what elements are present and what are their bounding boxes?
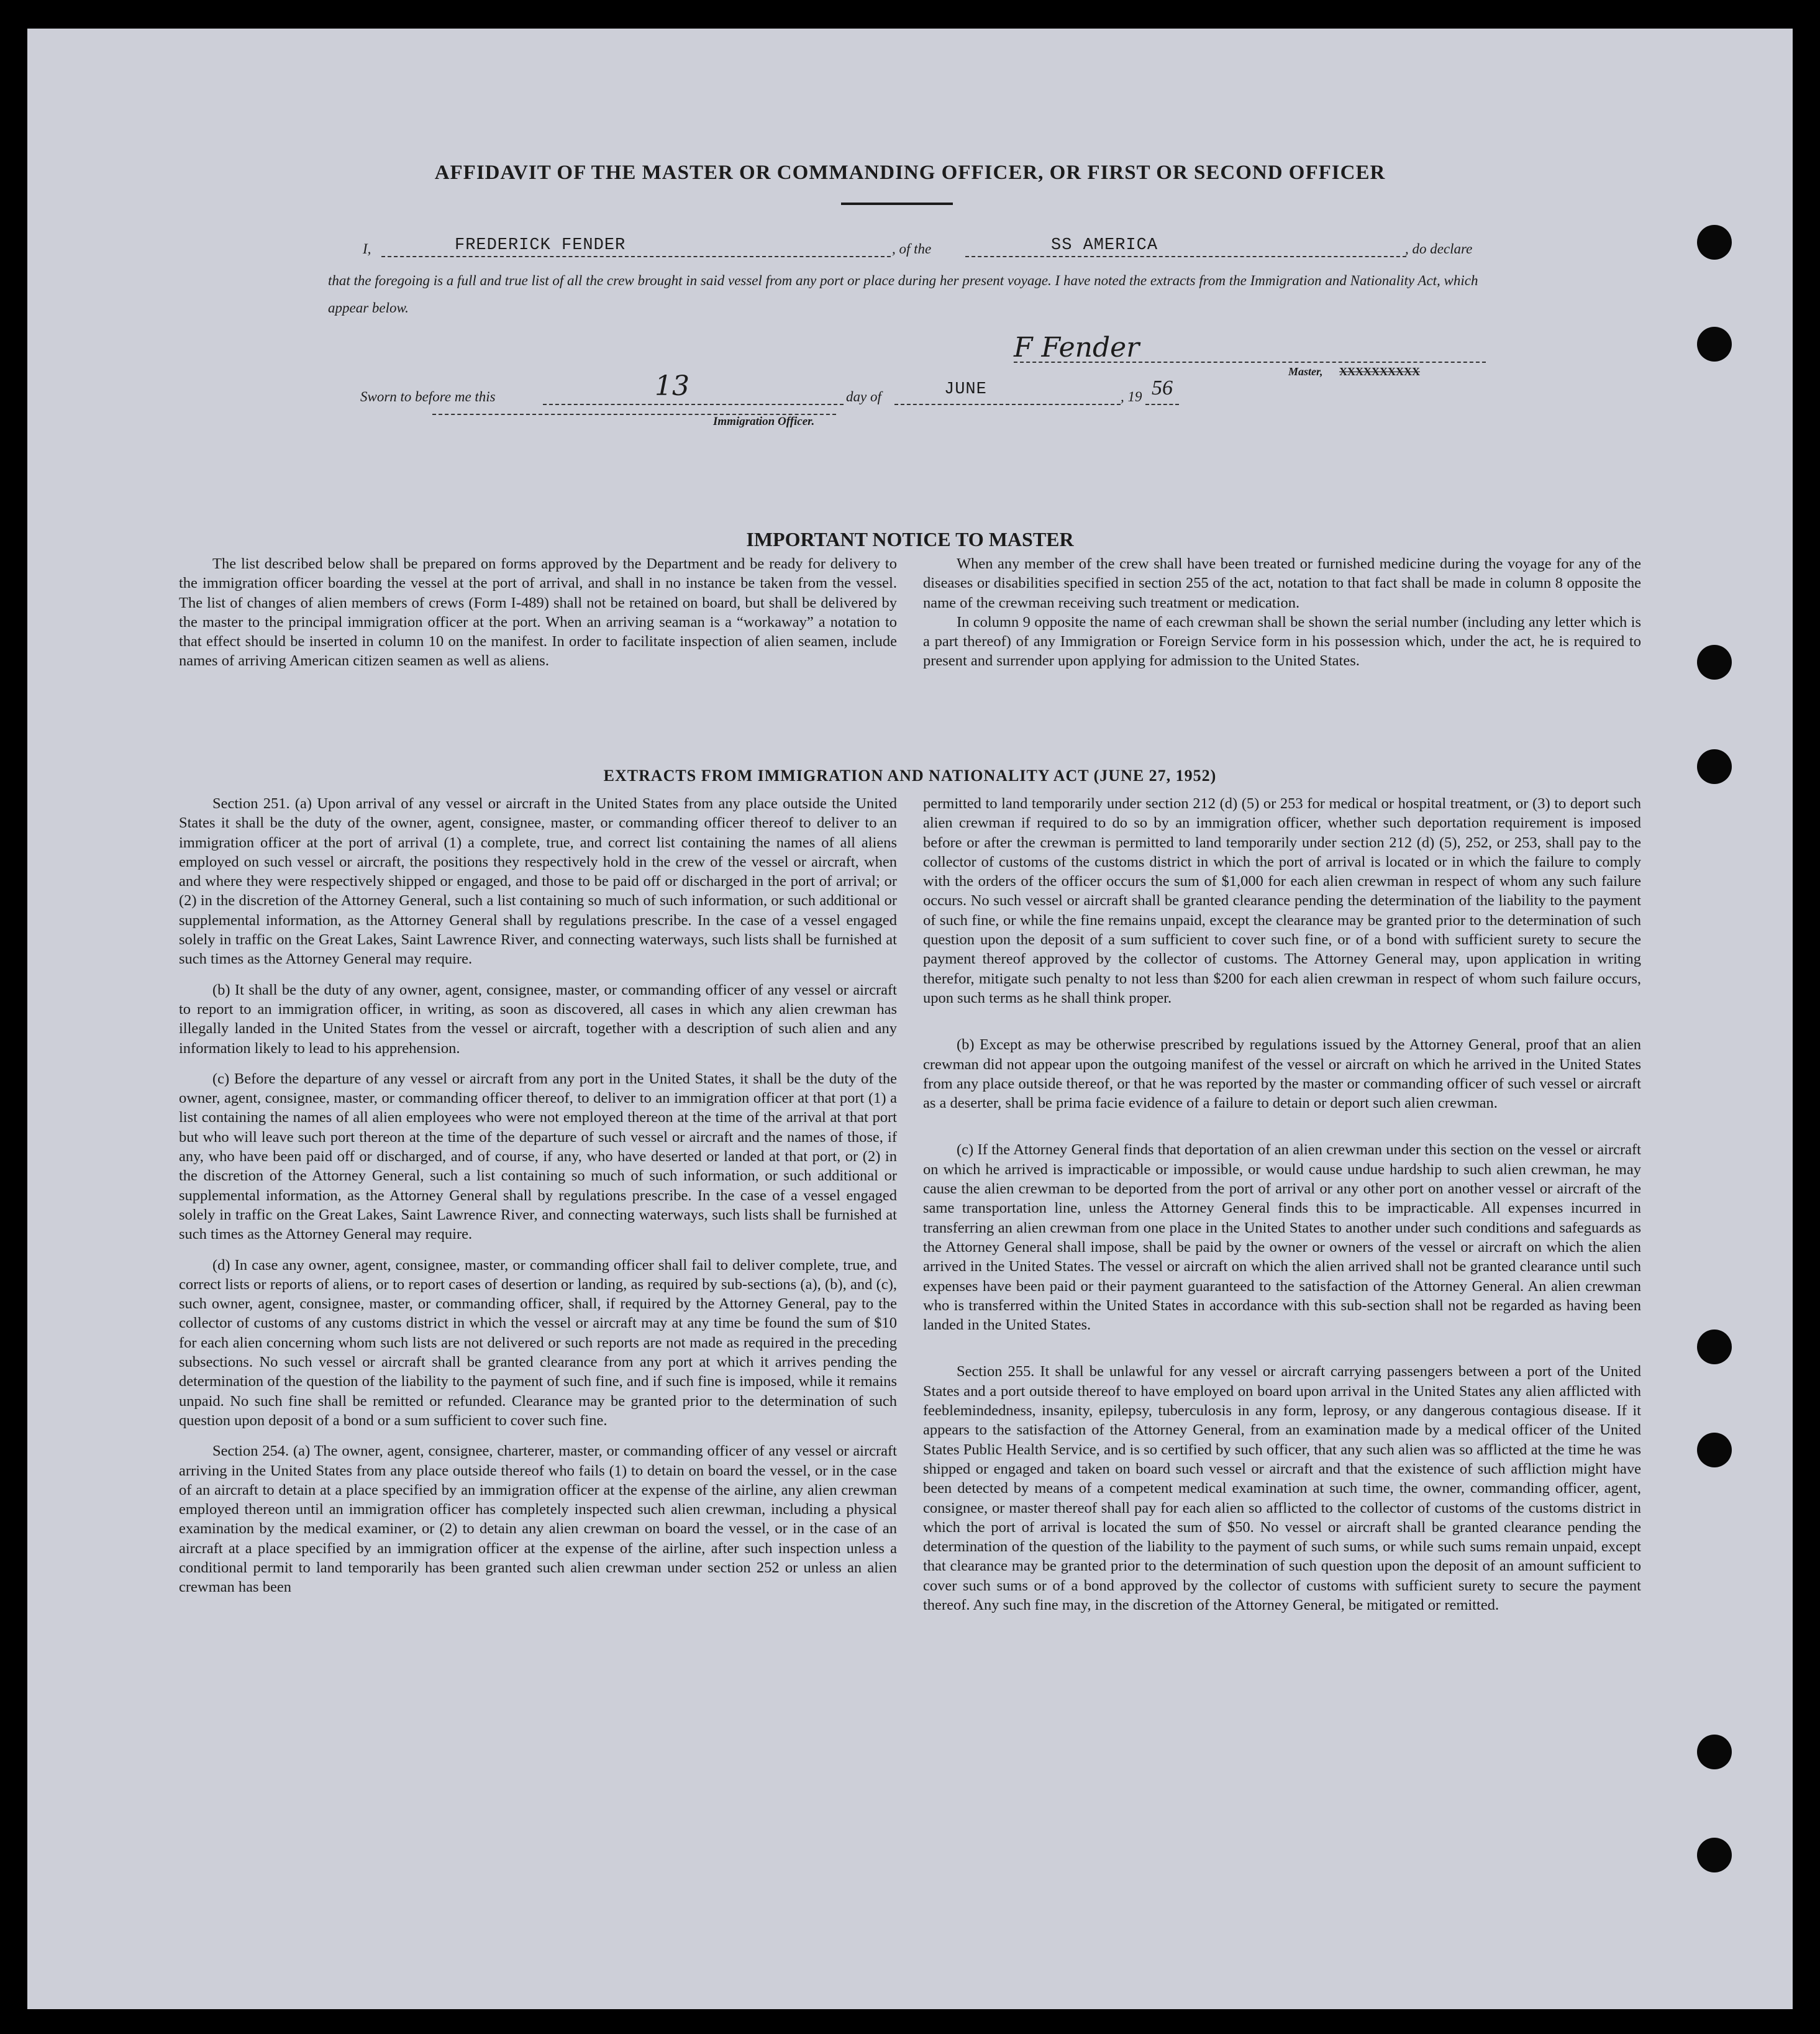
extract-paragraph: Section 255. It shall be unlawful for any vessel or aircraft carrying passengers between a port of the United States and a port outside thereof to have employed on board upon arrival in the United States any alien afflicted with feeblemindedness, insanity, epilepsy, tuberculosis in any form, leprosy, or any dangerous contagious disease. If it appears to the satisfaction of the Attorney General, from an examination made by a medical officer of the United States Public Health Service, and is so certified by such officer, that any such alien was so afflicted at the time he was shipped or engaged and taken on board such vessel or aircraft and that the existence of such affliction might have been detected by means of a competent medical examination at such time, the owner, commanding officer, agent, consignee, or master thereof shall pay for each alien so afflicted to the collector of customs of the customs district in which the port of arrival is located the sum of $50. No vessel or aircraft shall be granted clearance pending the determination of the question of the liability to the payment of such sums, or while such sums remain unpaid, except that clearance may be granted prior to the determination of such question upon the deposit of an amount sufficient to cover such sums or of a bond approved by the collector of customs with sufficient surety to secure the payment thereof. Any such fine may, in the discretion of the Attorney General, be mitigated or remitted. [923,1363,1641,1613]
day-of-label: day of [846,389,881,404]
year-suffix-value: 56 [1152,376,1173,399]
notice-title: IMPORTANT NOTICE TO MASTER [746,528,1074,550]
vessel-name-value: SS AMERICA [1051,236,1158,255]
extract-paragraph: permitted to land temporarily under section 212 (d) (5) or 253 for medical or hospital treatment, or (3) to deport such alien crewman if required to do so by an immigration officer, whether such deportation requirement is imposed before or after the crewman is permitted to land temporarily under section 212 (d) (5), 252, or 253, shall pay to the collector of customs of the customs district in which the port of arrival is located or in which the failure to comply with the orders of the officer occurs the sum of $1,000 for each alien crewman in respect of whom any such failure occurs. No such vessel or aircraft shall be granted clearance pending the determination of the liability to the payment of such fine, or while the fine remains unpaid, except the clearance may be granted prior to the determination of such question upon the deposit of a sum sufficient to cover such fine, or of a bond with sufficient surety to secure the payment thereof approved by the collector of customs. The Attorney General may, upon application in writing therefor, mitigate such penalty to not less than $200 for each alien crewman in respect of whom such failure occurs, upon such terms as he shall think proper. [923,795,1641,1006]
notice-right-paragraph-1: When any member of the crew shall have been treated or furnished medicine during the voyage for any of the diseases or disabilities specified in section 255 of the act, notation to that fact shall be made in column 8 opposite the name of the crewman receiving such treatment or medication. [923,555,1641,611]
immigration-officer-label: Immigration Officer. [713,415,815,428]
year-line [1145,404,1179,405]
extracts-title: EXTRACTS FROM IMMIGRATION AND NATIONALITY ACT (JUNE 27, 1952) [603,767,1217,785]
extract-paragraph: (c) Before the departure of any vessel or aircraft from any port in the United States, it shall be the duty of the owner, agent, consignee, master, or commanding officer thereof, to deliver to an immigration officer at that port (1) a list containing the names of all alien employees who were not employed thereon at the time of the arrival at that port but who will leave such port thereon at the time of the departure of such vessel or aircraft and the names of those, if any, who have been paid off or discharged, and of course, if any, who have deserted or landed at that port, or (2) in the discretion of the Attorney General, such a list containing so much of such information, or such additional or supplemental information, as the Attorney General shall by regulations prescribe. In the case of a vessel engaged solely in traffic on the Great Lakes, Saint Lawrence River, and connecting waterways, such lists shall be furnished at such times as the Attorney General may require. [179,1070,897,1243]
notice-right-paragraph-2: In column 9 opposite the name of each crewman shall be shown the serial number (including any letter which is a part thereof) of any Immigration or Foreign Service form in his possession which, under the act, he is required to present and surrender upon applying for admission to the United States. [923,613,1641,670]
document-page [27,29,1793,2009]
declaration-text: that the foregoing is a full and true list of all the crew brought in said vessel from any port or place during her present voyage. I have noted the extracts from the Immigration and Nationality Act, which appear below. [328,273,1478,316]
of-the-label: , of the [892,241,932,257]
i-label: I, [363,241,371,257]
punch-hole [1697,1329,1732,1364]
notice-right-column [923,554,1641,671]
title-rule [841,203,953,205]
sworn-month-value: JUNE [944,380,987,399]
extract-paragraph: (b) It shall be the duty of any owner, agent, consignee, master, or commanding officer of any vessel or aircraft to report to an immigration officer, in writing, as soon as discovered, all cases in which any alien crewman has illegally landed in the United States from the vessel or aircraft, together with a description of such alien and any information likely to lead to his apprehension. [179,981,897,1057]
do-declare-label: , do declare [1405,241,1473,257]
punch-hole [1697,327,1732,362]
punch-hole [1697,1838,1732,1872]
notice-left-paragraph: The list described below shall be prepared on forms approved by the Department and be ready for delivery to the immigration officer boarding the vessel at the port of arrival, and shall in no instance be taken from the vessel. The list of changes of alien members of crews (Form I-489) shall not be retained on board, but shall be delivered by the master to the principal immigration officer at the port. When an arriving seaman is a “workaway” a notation to that effect should be inserted in column 10 on the manifest. In order to facilitate inspection of alien seamen, include names of arriving American citizen seamen as well as aliens. [179,555,897,670]
signature-title-struck: XXXXXXXXXX [1339,365,1420,378]
extract-paragraph: (d) In case any owner, agent, consignee, master, or commanding officer shall fail to deliver complete, true, and correct lists or reports of aliens, or to report cases of desertion or landing, as required by sub-sections (a), (b), and (c), such owner, agent, consignee, master, or commanding officer, shall, if required by the Attorney General, pay to the collector of customs of any customs district in which the vessel or aircraft may at any time be found the sum of $10 for each alien concerning whom such lists are not delivered or such reports are not made as required in the preceding subsections. No such vessel or aircraft shall be granted clearance from any port at which it arrives pending the determination of the question of the liability to the payment of such fine, and if such fine is imposed, while it remains unpaid. No such fine shall be remitted or refunded. Clearance may be granted prior to the determination of such question upon deposit of a bond or a sum sufficient to cover such fine. [179,1256,897,1429]
master-signature: F Fender [1014,332,1140,363]
sworn-label: Sworn to before me this [360,389,496,404]
vessel-name-line [965,256,1406,257]
signature-title: Master, [1288,365,1323,378]
master-name-line [381,256,891,257]
punch-hole [1697,225,1732,260]
year-prefix: , 19 [1121,389,1142,404]
month-line [894,404,1121,405]
extract-paragraph: Section 254. (a) The owner, agent, consignee, charterer, master, or commanding officer of any vessel or aircraft arriving in the United States from any place outside thereof who fails (1) to detain on board the vessel, or in the case of an aircraft to detain at a place specified by an immigration officer at the expense of the airline, any alien crewman employed thereon until an immigration officer has completely inspected such alien crewman, including a physical examination by the medical examiner, or (2) to detain any alien crewman on board the vessel, or in the case of an aircraft at a place specified by an immigration officer at the expense of the airline, after such inspection unless a conditional permit to land temporarily has been granted such alien crewman under section 252 or unless an alien crewman has been [179,1443,897,1596]
affidavit-title: AFFIDAVIT OF THE MASTER OR COMMANDING OFFICER, OR FIRST OR SECOND OFFICER [434,162,1386,184]
punch-hole [1697,1433,1732,1467]
extract-paragraph: (c) If the Attorney General finds that deportation of an alien crewman under this section on the vessel or aircraft on which he arrived is impracticable or impossible, or would cause undue hardship to such alien crewman, he may cause the alien crewman to be deported from the port of arrival or any other port on another vessel or aircraft of the same transportation line, unless the Attorney General finds this to be impracticable. All expenses incurred in transferring an alien crewman from one place in the United States to another under such conditions and safeguards as the Attorney General shall impose, shall be paid by the owner or owners of the vessel or aircraft on which the alien arrived in the United States. The vessel or aircraft on which the alien arrived shall not be granted clearance until such expenses have been paid or their payment guaranteed to the satisfaction of the Attorney General. An alien crewman who is transferred within the United States in accordance with this sub-section shall not be regarded as having been landed in the United States. [923,1141,1641,1334]
punch-hole [1697,1735,1732,1769]
extract-paragraph: (b) Except as may be otherwise prescribed by regulations issued by the Attorney General, proof that an alien crewman did not appear upon the outgoing manifest of the vessel or aircraft on which he arrived in the United States from any place outside thereof, or that he was reported by the master or commanding officer of such vessel or aircraft as a deserter, shall be prima facie evidence of a failure to detain or deport such alien crewman. [923,1036,1641,1112]
day-line [543,404,844,405]
sworn-day-value: 13 [655,370,689,402]
extract-paragraph: Section 251. (a) Upon arrival of any vessel or aircraft in the United States from any place outside the United States it shall be the duty of the owner, agent, consignee, master, or commanding officer thereof to deliver to an immigration officer at the port of arrival (1) a complete, true, and correct list containing the names of all aliens employed on such vessel or aircraft, the positions they respectively hold in the crew of the vessel or aircraft, when and where they were respectively shipped or engaged, and those to be paid off or discharged in the port of arrival; or (2) in the discretion of the Attorney General, such a list containing so much of such information, or such additional or supplemental information, as the Attorney General shall by regulations prescribe. In the case of a vessel engaged solely in traffic on the Great Lakes, Saint Lawrence River, and connecting waterways, such lists shall be furnished at such times as the Attorney General may require. [179,795,897,968]
punch-hole [1697,645,1732,680]
notice-left-column [179,554,897,671]
master-name-value: FREDERICK FENDER [455,236,626,255]
extracts-left-column [179,794,897,1597]
signature-line [1014,362,1486,363]
extracts-right-column [923,794,1641,1615]
